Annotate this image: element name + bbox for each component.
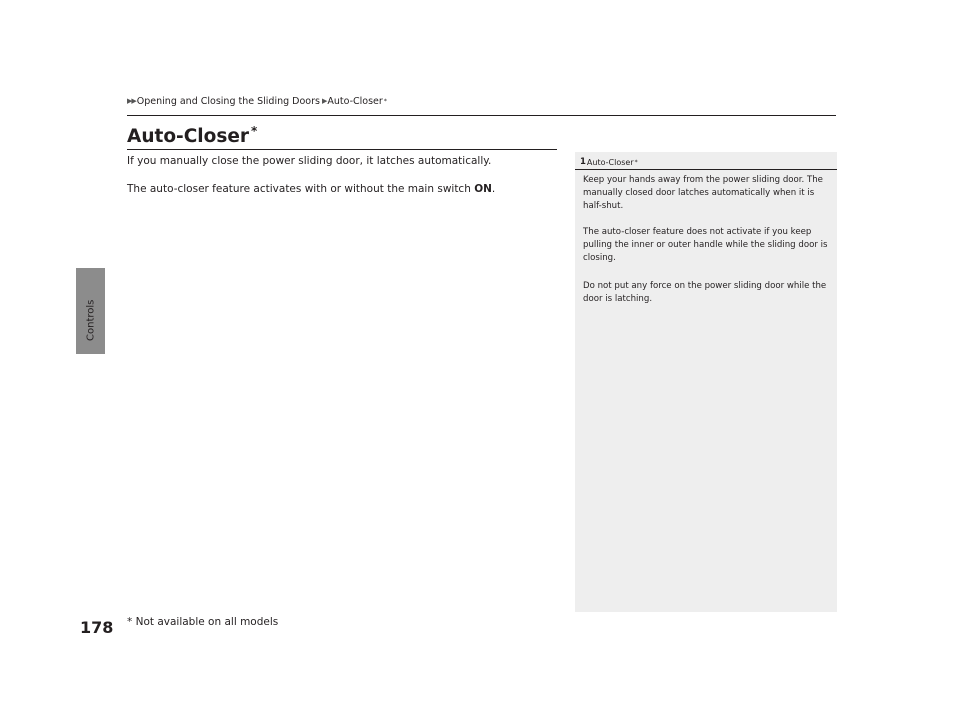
breadcrumb-arrow-icon: ▶ [321,97,327,105]
breadcrumb [127,94,387,108]
side-note-paragraph: The auto-closer feature does not activate if you keep pulling the inner or outer handle while the sliding door is closing. [583,227,828,263]
note-reference-number: 1 [580,157,586,167]
body-text-segment: . [491,183,496,195]
footnote: * Not available on all models [127,616,279,628]
page-title-asterisk: * [251,124,258,138]
page-number: 178 [80,618,114,637]
side-note-asterisk: * [634,158,638,166]
side-note-heading[interactable] [580,157,638,167]
page-title [127,124,257,147]
body-paragraph [127,183,495,195]
side-note-paragraph: Do not put any force on the power sliding door while the door is latching. [583,281,827,304]
body-paragraph: If you manually close the power sliding door, it latches automatically. [127,155,492,167]
section-label: Controls [85,299,97,341]
breadcrumb-item[interactable]: Auto-Closer [327,95,383,107]
side-note-title: Auto-Closer [586,157,634,167]
side-note-divider [575,169,837,170]
title-divider [127,149,557,150]
header-divider [127,115,836,116]
page-title-text: Auto-Closer [127,126,250,148]
breadcrumb-arrow-icon: ▶▶ [127,97,136,105]
breadcrumb-item[interactable]: Opening and Closing the Sliding Doors [136,95,320,107]
side-note-box [575,152,837,612]
breadcrumb-asterisk: * [383,97,387,105]
side-note-paragraph: Keep your hands away from the power sliding door. The manually closed door latches automatically when it is half-shut. [583,175,823,211]
body-text-segment: The auto-closer feature activates with or without the main switch [127,183,475,195]
main-switch-on-label: ON [474,183,492,195]
